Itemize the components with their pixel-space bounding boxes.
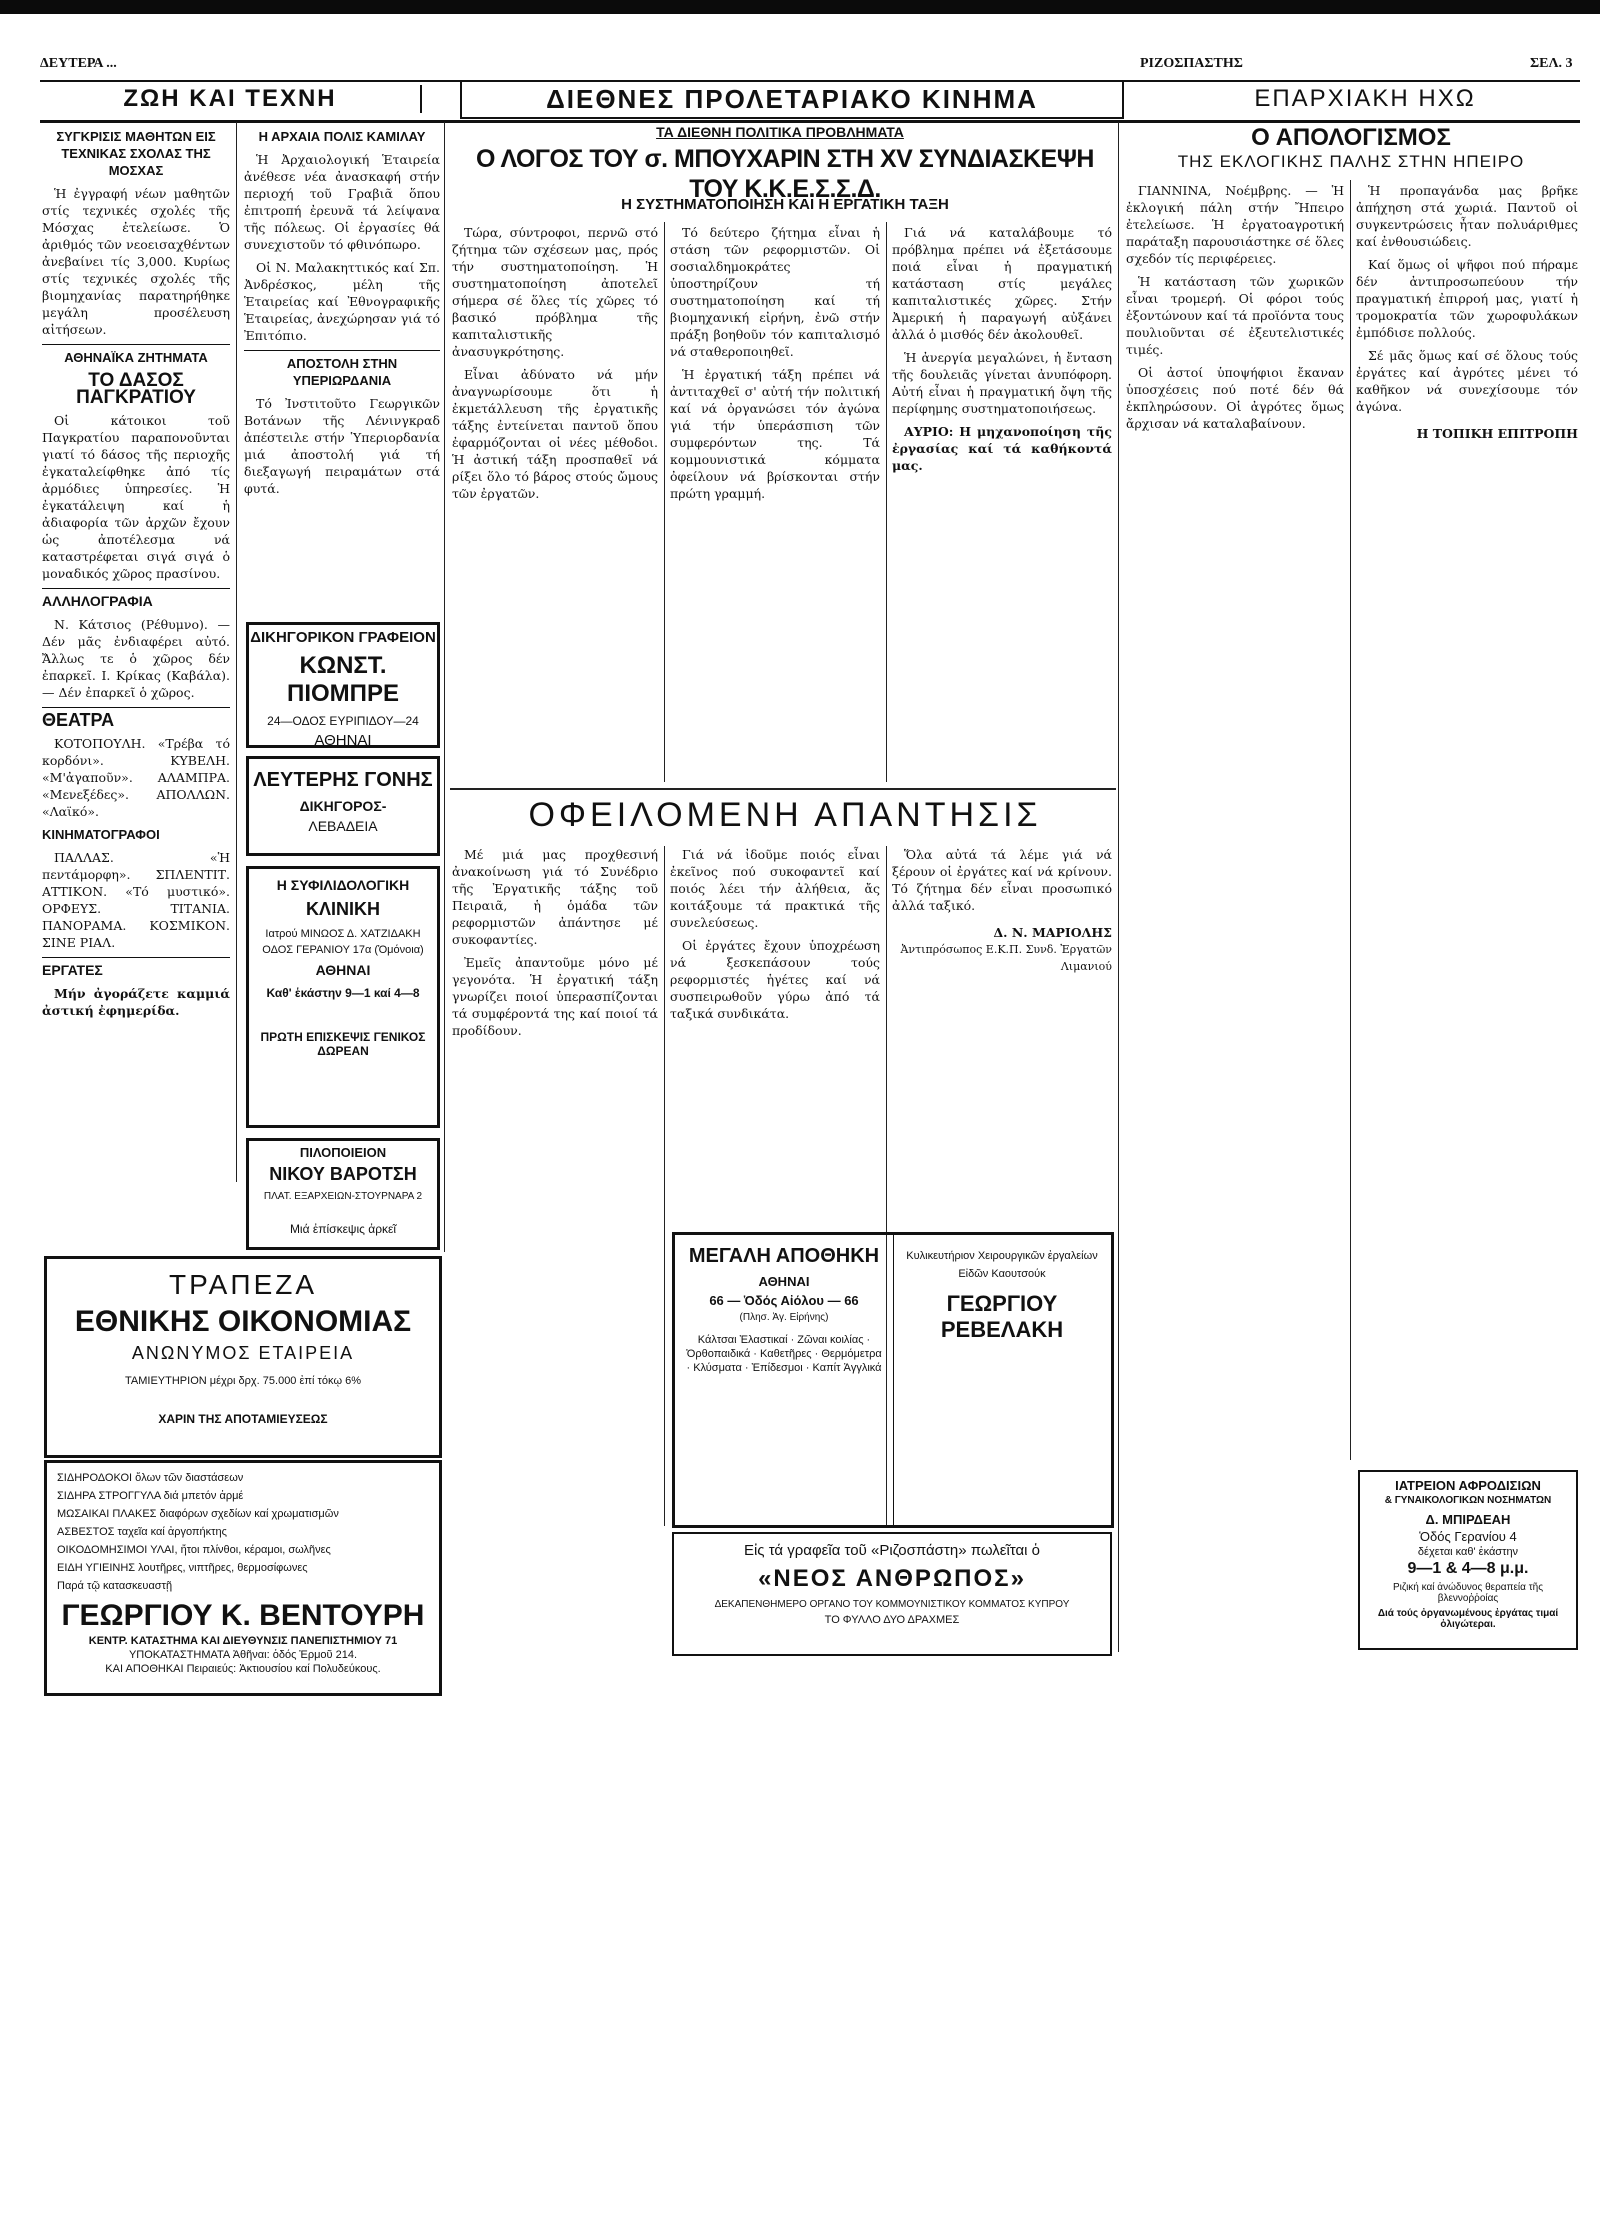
section-heading: ΚΙΝΗΜΑΤΟΓΡΑΦΟΙ <box>42 827 160 842</box>
article-text: Οἱ Ν. Μαλακηττικός καί Σπ. Ἀνδρέσκος, μέλη τῆς Ἑταιρείας καί Ἐθνογραφικῆς Ἑταιρείας, ἀνεχώρησαν γιά τό Ἐπιτόπιο. <box>244 260 440 343</box>
ad-line: ΙΑΤΡΕΙΟΝ ΑΦΡΟΔΙΣΙΩΝ <box>1395 1478 1541 1493</box>
ad-line: ΑΝΩΝΥΜΟΣ ΕΤΑΙΡΕΙΑ <box>131 1343 355 1363</box>
answer-title: ΟΦΕΙΛΟΜΕΝΗ ΑΠΑΝΤΗΣΙΣ <box>528 796 1042 834</box>
article-text: Γιά νά καταλάβουμε τό πρόβλημα πρέπει νά ἐξετάσουμε ποιά εἶναι ἡ πραγματική κατάσταση στίς μεγάλες καπιταλιστικές χῶρες. Στήν Ἀμερική ἡ παραγωγή αὐξάνει ἀλλά ὁ μισθός δέν ἀκολουθεῖ. <box>892 225 1112 342</box>
article-text: Γιά νά ἰδοῦμε ποιός εἶναι ἐκεῖνος πού συκοφαντεῖ καί ποιός λέει τήν ἀλήθεια, ἄς κοιτάξουμε τά πρακτικά τῆς συνελεύσεως. <box>670 847 880 930</box>
section-heading: ΕΡΓΑΤΕΣ <box>42 957 230 979</box>
center-column-2 <box>670 224 880 784</box>
ad-name: ΚΩΝΣΤ. ΠΙΟΜΠΡΕ <box>286 652 399 707</box>
article-text: Ἡ κατάσταση τῶν χωρικῶν εἶναι τρομερή. Οἱ φόροι τούς ἐξοντώνουν καί τά προϊόντα τους πουλιοῦνται σέ ἐξευτελιστικές τιμές. <box>1126 274 1344 357</box>
ad-line: ΔΙΚΗΓΟΡΟΣ- <box>299 798 387 814</box>
ad-hatmaker <box>246 1138 440 1250</box>
ad-name: ΓΕΩΡΓΙΟΥ ΡΕΒΕΛΑΚΗ <box>940 1291 1064 1342</box>
ad-name: «ΝΕΟΣ ΑΝΘΡΩΠΟΣ» <box>758 1565 1026 1592</box>
left-section-title: ΖΩΗ ΚΑΙ ΤΕΧΝΗ <box>40 85 422 113</box>
center-section-title: ΔΙΕΘΝΕΣ ΠΡΟΛΕΤΑΡΙΑΚΟ ΚΙΝΗΜΑ <box>460 80 1124 119</box>
article-text: Ν. Κάτσιος (Ρέθυμνο). — Δέν μᾶς ἐνδιαφέρει αὐτό. Ἄλλως τε ὁ χῶρος δέν ἐπαρκεῖ. Ι. Κρίκας (Καβάλα). — Δέν ἐπαρκεῖ ὁ χῶρος. <box>42 617 230 700</box>
article-text: ΑΥΡΙΟ: Η μηχανοποίηση τῆς ἐργασίας καί τά καθήκοντά μας. <box>892 424 1112 473</box>
ad-line: Ὁδός Γερανίου 4 <box>1419 1529 1517 1544</box>
ad-line: ΣΙΔΗΡΟΔΟΚΟΙ ὅλων τῶν διαστάσεων <box>57 1472 244 1484</box>
main-headline: Ο ΛΟΓΟΣ ΤΟΥ σ. ΜΠΟΥΧΑΡΙΝ ΣΤΗ XV ΣΥΝΔΙΑΣΚΕΨΗ ΤΟΥ Κ.Κ.Ε.Σ.Σ.Δ. <box>476 145 1094 203</box>
ad-warehouse-left <box>675 1235 894 1525</box>
answer-column-2 <box>670 846 880 1226</box>
ad-line: Διά τούς ὀργανωμένους ἐργάτας τιμαί ὁλιγώτεραι. <box>1377 1608 1559 1630</box>
ad-lawyer-piompre <box>246 622 440 748</box>
article-text: Ἡ ἐργατική τάξη πρέπει νά ἀντιταχθεῖ σ' αὐτή τήν πολιτική καί νά ὀργανώσει τόν ἀγώνα γιά τήν ὑπεράσπιση τῶν συμφερόντων της. Τά κομμουνιστικά κόμματα ὀφείλουν νά βρίσκονται στήν πρώτη γραμμή. <box>670 367 880 501</box>
ad-line: Ριζική καί ἀνώδυνος θεραπεία τῆς βλεννοῤῥοίας <box>1392 1582 1544 1604</box>
article-text: Οἱ ἐργάτες ἔχουν ὑποχρέωση νά ξεσκεπάσουν τούς ρεφορμιστές ἡγέτες καί νά συσπειρωθοῦν γύρω ἀπό τά ταξικά συνδικάτα. <box>670 938 880 1021</box>
ad-line: ΤΑΜΙΕΥΤΗΡΙΟΝ μέχρι δρχ. 75.000 ἐπί τόκῳ 6% <box>125 1375 361 1387</box>
ad-line: ΧΑΡΙΝ ΤΗΣ ΑΠΟΤΑΜΙΕΥΣΕΩΣ <box>158 1412 328 1426</box>
answer-column-3 <box>892 846 1112 1226</box>
right-column-2 <box>1356 182 1578 1452</box>
signature: Δ. Ν. ΜΑΡΙΟΛΗΣ <box>993 925 1112 940</box>
running-head <box>40 56 1590 78</box>
ad-name: ΚΛΙΝΙΚΗ <box>305 899 380 919</box>
running-head-left: ΔΕΥΤΕΡΑ ... <box>40 56 117 71</box>
ad-line: ΠΡΩΤΗ ΕΠΙΣΚΕΨΙΣ ΓΕΝΙΚΟΣ ΔΩΡΕΑΝ <box>260 1030 426 1058</box>
article-text: Ὅλα αὐτά τά λέμε γιά νά ξέρουν οἱ ἐργάτες καί νά κρίνουν. Τό ζήτημα δέν εἶναι προσωπικό ἀλλά ταξικό. <box>892 847 1112 913</box>
ad-line: ΑΣΒΕΣΤΟΣ ταχεῖα καί ἀργοπήκτης <box>57 1526 227 1538</box>
article-text: ΠΑΛΛΑΣ. «Ἡ πεντάμορφη». ΣΠΛΕΝΤΙΤ. ΑΤΤΙΚΟΝ. «Τό μυστικό». ΟΡΦΕΥΣ. ΤΙΤΑΝΙΑ. ΠΑΝΟΡΑΜΑ. ΚΟΣΜΙΚΟΝ. ΣΙΝΕ ΡΙΑΛ. <box>42 850 230 950</box>
ad-line: ΟΔΟΣ ΓΕΡΑΝΙΟΥ 17α (Ὁμόνοια) <box>262 944 424 956</box>
column-rule <box>664 846 665 1526</box>
column-rule <box>236 122 237 1182</box>
signature: Η ΤΟΠΙΚΗ ΕΠΙΤΡΟΠΗ <box>1416 426 1578 441</box>
ad-line: δέχεται καθ' ἑκάστην <box>1417 1546 1519 1558</box>
article-text: Μήν ἀγοράζετε καμμιά ἀστική ἐφημερίδα. <box>42 986 230 1018</box>
ad-line: (Πλησ. Ἁγ. Εἰρήνης) <box>739 1312 829 1323</box>
ad-line: ΥΠΟΚΑΤΑΣΤΗΜΑΤΑ Ἀθῆναι: ὁδός Ἑρμοῦ 214. <box>128 1649 358 1661</box>
ad-line: ΛΕΒΑΔΕΙΑ <box>308 818 378 834</box>
article-text: ΚΟΤΟΠΟΥΛΗ. «Τρέβα τό κορδόνι». ΚΥΒΕΛΗ. «Μ'ἀγαποῦν». ΑΛΑΜΠΡΑ. «Μενεξέδες». ΑΠΟΛΛΩΝ. «Λαϊκό». <box>42 736 230 819</box>
column-rule <box>1118 122 1119 1652</box>
headline: ΤΟ ΔΑΣΟΣ ΠΑΓΚΡΑΤΙΟΥ <box>76 370 196 408</box>
section-heading: ΘΕΑΤΡΑ <box>42 707 230 729</box>
article-text: Σέ μᾶς ὅμως καί σέ ὅλους τούς ἐργάτες καί ἀγρότες μένει τό καθῆκον νά συνεχίσουμε τόν ἀγώνα. <box>1356 348 1578 414</box>
ad-line: 9—1 & 4—8 μ.μ. <box>1407 1560 1529 1577</box>
section-heading: ΑΠΟΣΤΟΛΗ ΣΤΗΝ ΥΠΕΡΙΩΡΔΑΝΙΑ <box>244 350 440 389</box>
article-text: Ἡ ἐγγραφή νέων μαθητῶν στίς τεχνικές σχολές τῆς Μόσχας ἐτελείωσε. Ὁ ἀριθμός τῶν νεοεισαχθέντων ἀνεβαίνει τίς 3,000. Κυρίως στίς τεχνικές σχολές τῆς βιομηχανίας παρατηρήθηκε μεγάλη προσέλευση αἰτήσεων. <box>42 186 230 337</box>
ad-line: Η ΣΥΦΙΛΙΔΟΛΟΓΙΚΗ <box>276 877 410 893</box>
right-column-1 <box>1126 182 1344 1642</box>
center-column-3 <box>892 224 1112 784</box>
article-text: Μέ μιά μας προχθεσινή ἀνακοίνωση γιά τό Συνέδριο τῆς Ἐργατικῆς τάξης τοῦ Πειραιᾶ, ἡ ὁμάδα τῶν ρεφορμιστῶν ἀπάντησε μέ συκοφαντίες. <box>452 847 658 947</box>
ad-line: & ΓΥΝΑΙΚΟΛΟΓΙΚΩΝ ΝΟΣΗΜΑΤΩΝ <box>1384 1495 1552 1506</box>
ad-neos-anthropos <box>672 1532 1112 1656</box>
column-rule <box>664 222 665 782</box>
ad-line: 66 — Ὁδός Αἰόλου — 66 <box>709 1293 859 1308</box>
section-heading: ΑΛΛΗΛΟΓΡΑΦΙΑ <box>42 588 230 610</box>
right-subheadline: ΤΗΣ ΕΚΛΟΓΙΚΗΣ ΠΑΛΗΣ ΣΤΗΝ ΗΠΕΙΡΟ <box>1177 152 1525 171</box>
headline: Η ΑΡΧΑΙΑ ΠΟΛΙΣ ΚΑΜΙΛΑΥ <box>258 129 426 144</box>
ad-line: ΚΕΝΤΡ. ΚΑΤΑΣΤΗΜΑ ΚΑΙ ΔΙΕΥΘΥΝΣΙΣ ΠΑΝΕΠΙΣΤΗΜΙΟΥ 71 <box>88 1635 398 1647</box>
ad-warehouse-right <box>893 1235 1111 1525</box>
ad-name: Δ. ΜΠΙΡΔΕΑΗ <box>1425 1512 1511 1527</box>
article-text: ΓΙΑΝΝΙΝΑ, Νοέμβρης. — Ἡ ἐκλογική πάλη στήν Ἤπειρο ἐτελείωσε. Ἡ ἐργατοαγροτική παράταξη παρουσιάστηκε σέ ὅλες σχεδόν τίς περιφέρειες. <box>1126 183 1344 266</box>
ad-line: ΔΕΚΑΠΕΝΘΗΜΕΡΟ ΟΡΓΑΝΟ ΤΟΥ ΚΟΜΜΟΥΝΙΣΤΙΚΟΥ ΚΟΜΜΑΤΟΣ ΚΥΠΡΟΥ <box>714 1599 1070 1610</box>
ad-line: ΟΙΚΟΔΟΜΗΣΙΜΟΙ ΥΛΑΙ, ἤτοι πλίνθοι, κέραμοι, σωλῆνες <box>57 1544 331 1556</box>
ad-name: ΛΕΥΤΕΡΗΣ ΓΟΝΗΣ <box>253 769 433 791</box>
ad-line: ΑΘΗΝΑΙ <box>758 1274 810 1289</box>
column-1 <box>42 124 230 1174</box>
article-text: Ἡ ἀνεργία μεγαλώνει, ἡ ἔνταση τῆς δουλειᾶς γίνεται ἀνυπόφορη. Αὐτή εἶναι ἡ πραγματική ὄψη τῆς περίφημης συστηματοποιήσεως. <box>892 350 1112 416</box>
ad-line: ΔΙΚΗΓΟΡΙΚΟΝ ΓΡΑΦΕΙΟΝ <box>250 629 436 646</box>
ad-line: ΣΙΔΗΡΑ ΣΤΡΟΓΓΥΛΑ διά μπετόν ἀρμέ <box>57 1490 244 1502</box>
ad-line: Παρά τῷ κατασκευαστῇ <box>57 1580 173 1592</box>
ad-line: ΠΙΛΟΠΟΙΕΙΟΝ <box>299 1145 387 1160</box>
ad-line: ΤΡΑΠΕΖΑ <box>168 1269 318 1300</box>
top-black-band <box>0 0 1600 14</box>
right-section-title: ΕΠΑΡΧΙΑΚΗ ΗΧΩ <box>1254 85 1476 112</box>
ad-name: ΓΕΩΡΓΙΟΥ Κ. ΒΕΝΤΟΥΡΗ <box>61 1599 425 1632</box>
section-heading: ΑΘΗΝΑΪΚΑ ΖΗΤΗΜΑΤΑ <box>42 344 230 366</box>
ad-line: Κυλικευτήριον Χειρουργικῶν ἐργαλείων <box>906 1250 1098 1262</box>
ad-line: Ιατρού ΜΙΝΩΟΣ Δ. ΧΑΤΖΙΔΑΚΗ <box>265 928 421 940</box>
article-text: Τό Ἰνστιτοῦτο Γεωργικῶν Βοτάνων τῆς Λένινγκραδ ἀπέστειλε στήν Ὑπεριορδανία μιά ἀποστολή γιά τή διεξαγωγή πειραμάτων στά φυτά. <box>244 396 440 496</box>
ad-line: 24—ΟΔΟΣ ΕΥΡΙΠΙΔΟΥ—24 <box>267 714 419 728</box>
page-number: ΣΕΛ. 3 <box>1530 56 1573 71</box>
article-text: Ἡ Ἀρχαιολογική Ἑταιρεία ἀνέθεσε νέα ἀνασκαφή στήν περιοχή τοῦ Γραβιᾶ ὅπου ἐπιτροπή ἐρευνᾶ τά λείψανα τῆς πόλεως. Οἱ ἐργασίες θά συνεχιστοῦν τό φθινόπωρο. <box>244 152 440 252</box>
signature-title: Ἀντιπρόσωπος Ε.Κ.Π. Συνδ. Ἐργατῶν Λιμανιού <box>900 943 1112 973</box>
ad-line: ΕΙΔΗ ΥΓΙΕΙΝΗΣ λουτῆρες, νιπτῆρες, θερμοσίφωνες <box>57 1562 308 1574</box>
right-headline: Ο ΑΠΟΛΟΓΙΣΜΟΣ <box>1251 124 1451 151</box>
ad-warehouse <box>672 1232 1114 1528</box>
ad-bank <box>44 1256 442 1458</box>
ad-line: ΤΟ ΦΥΛΛΟ ΔΥΟ ΔΡΑΧΜΕΣ <box>824 1614 960 1626</box>
ad-line: ΑΘΗΝΑΙ <box>315 962 371 978</box>
article-text: Τώρα, σύντροφοι, περνῶ στό ζήτημα τῶν σχέσεων μας, πρός τήν συστηματοποίηση. Ἡ συστηματοποίηση ἀποτελεῖ σήμερα σέ ὅλες τίς χῶρες τό βασικό πρόβλημα τῆς καπιταλιστικῆς ἀνασυγκρότησης. <box>452 225 658 359</box>
article-text: Καί ὅμως οἱ ψῆφοι πού πήραμε δέν ἀντιπροσωπεύουν τήν πραγματική ἐπιρροή μας, γιατί ἡ τρομοκρατία τῶν χωροφυλάκων ἐμπόδισε πολλούς. <box>1356 257 1578 340</box>
article-text: Ἡ προπαγάνδα μας βρῆκε ἀπήχηση στά χωριά. Παντοῦ οἱ συγκεντρώσεις ἦταν πολυάριθμες καί ἐνθουσιώδεις. <box>1356 183 1578 249</box>
ad-ventouris <box>44 1460 442 1696</box>
ad-name: ΝΙΚΟΥ ΒΑΡΟΤΣΗ <box>269 1164 417 1184</box>
ad-line: Κάλτσαι Ἐλαστικαί · Ζῶναι κοιλίας · Ὀρθοπαιδικά · Καθετῆρες · Θερμόμετρα · Κλύσματα · Ἐπίδεσμοι · Καπίτ Ἀγγλικά <box>686 1334 882 1374</box>
ad-right-clinic <box>1358 1470 1578 1650</box>
ad-line: Εἰδῶν Καουτσούκ <box>958 1268 1046 1280</box>
ad-name: ΕΘΝΙΚΗΣ ΟΙΚΟΝΟΜΙΑΣ <box>74 1305 412 1338</box>
column-rule <box>886 222 887 782</box>
article-text: Οἱ κάτοικοι τοῦ Παγκρατίου παραπονοῦνται γιατί τό δάσος τῆς περιοχῆς ἐγκαταλείφθηκε ἀπό τίς ἀρμόδιες ὑπηρεσίες. Ἡ ἐγκατάλειψη καί ἡ ἀδιαφορία τῶν ἀρχῶν ἔχουν ὡς ἀποτέλεσμα νά καταστρέφεται σιγά σιγά ὁ μοναδικός χῶρος πρασίνου. <box>42 413 230 581</box>
ad-line: Εἰς τά γραφεῖα τοῦ «Ριζοσπάστη» πωλεῖται ὁ <box>743 1542 1041 1559</box>
section-header-bar <box>40 80 1580 123</box>
column-2 <box>244 124 440 614</box>
ad-line: Καθ' ἑκάστην 9—1 καί 4—8 <box>266 986 420 1000</box>
ad-clinic <box>246 866 440 1128</box>
center-column-1 <box>452 224 658 784</box>
column-rule <box>444 122 445 1252</box>
article-text: Οἱ ἀστοί ὑποψήφιοι ἔκαναν ὑποσχέσεις πού ποτέ δέν θά ἐκπληρώσουν. Οἱ ἀγρότες ὅμως ἄρχισαν νά καταλαβαίνουν. <box>1126 365 1344 431</box>
column-rule <box>1350 180 1351 1460</box>
ad-name: ΜΕΓΑΛΗ ΑΠΟΘΗΚΗ <box>688 1245 880 1267</box>
ad-line: ΜΩΣΑΙΚΑΙ ΠΛΑΚΕΣ διαφόρων σχεδίων καί χρωματισμῶν <box>57 1508 339 1520</box>
article-text: Ἐμεῖς ἀπαντοῦμε μόνο μέ γεγονότα. Ἡ ἐργατική τάξη γνωρίζει ποιοί ὑπερασπίζονται τά συμφέροντά της καί ποιοί τά προδίδουν. <box>452 955 658 1038</box>
article-text: Τό δεύτερο ζήτημα εἶναι ἡ στάση τῶν ρεφορμιστῶν. Οἱ σοσιαλδημοκράτες ὑποστηρίζουν τή συστηματοποίηση καί τή βιομηχανική εἰρήνη, ἐνῶ στήν πράξη βοηθοῦν τόν καπιταλισμό νά σταθεροποιηθεῖ. <box>670 225 880 359</box>
headline: ΣΥΓΚΡΙΣΙΣ ΜΑΘΗΤΩΝ ΕΙΣ ΤΕΧΝΙΚΑΣ ΣΧΟΛΑΣ ΤΗΣ ΜΟΣΧΑΣ <box>56 129 216 178</box>
ad-line: ΚΑΙ ΑΠΟΘΗΚΑΙ Πειραιεύς: Ἀκτιουσίου καί Πολυδεύκους. <box>105 1663 381 1675</box>
answer-column-1 <box>452 846 658 1526</box>
running-head-right: ΡΙΖΟΣΠΑΣΤΗΣ <box>1140 56 1243 71</box>
ad-line: ΠΛΑΤ. ΕΞΑΡΧΕΙΩΝ-ΣΤΟΥΡΝΑΡΑ 2 <box>263 1191 423 1202</box>
ad-line: ΑΘΗΝΑΙ <box>314 732 372 748</box>
ad-line: Μιά ἐπίσκεψις ἀρκεῖ <box>289 1222 397 1236</box>
center-kicker: ΤΑ ΔΙΕΘΝΗ ΠΟΛΙΤΙΚΑ ΠΡΟΒΛΗΜΑΤΑ <box>656 124 904 140</box>
ad-lawyer-gonis <box>246 756 440 856</box>
article-text: Εἶναι ἀδύνατο νά μήν ἀναγνωρίσουμε ὅτι ἡ ἐκμετάλλευση τῆς ἐργατικῆς τάξης ἐντείνεται παντοῦ ὅπου ἐφαρμόζονται οἱ νέες μέθοδοι. Ἡ ἀστική τάξη προσπαθεῖ νά ρίξει ὅλο τό βάρος στούς ὤμους τῶν ἐργατῶν. <box>452 367 658 501</box>
section-rule <box>450 788 1116 790</box>
main-subhead: Η ΣΥΣΤΗΜΑΤΟΠΟΙΗΣΗ ΚΑΙ Η ΕΡΓΑΤΙΚΗ ΤΑΞΗ <box>621 196 949 213</box>
